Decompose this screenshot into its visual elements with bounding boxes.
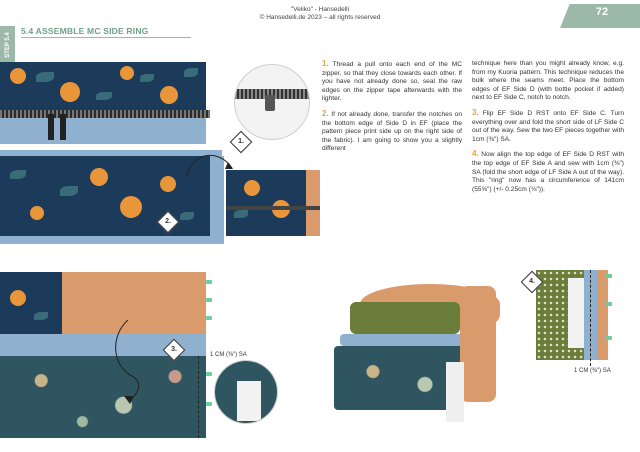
tan-lining-panel (306, 170, 320, 236)
text-column-left (322, 60, 462, 160)
lining-panel (0, 118, 206, 144)
floral-fabric-panel (0, 356, 206, 438)
seam-allowance-label: 1 CM (⅜") SA (574, 368, 611, 374)
figure-5 (512, 262, 640, 392)
outer-fabric-panel (0, 62, 206, 110)
sewing-clip (206, 316, 212, 320)
figure-3 (0, 272, 290, 442)
ring-tan-flap (460, 286, 496, 402)
step-1-paragraph: 1. Thread a pull onto each end of the MC zipper, so that they close towards each other. If you have not already done so, seal the raw edges on the zipper tape afterwards with the lighter. (322, 59, 462, 103)
sewing-clip (206, 298, 212, 302)
zipper-tape (0, 110, 210, 118)
ring-white-lining (446, 362, 464, 422)
section-title: 5.4 ASSEMBLE MC SIDE RING (21, 26, 149, 36)
ring-blue-band (340, 334, 480, 346)
header-copyright: © Hansedelli.de 2023 – all rights reserved (259, 14, 381, 21)
figure-1 (0, 62, 310, 144)
step-badge: 2. (157, 211, 180, 234)
sewing-clip (206, 280, 212, 284)
sewing-clip (206, 402, 212, 406)
white-lining-strip (568, 278, 584, 348)
tan-edge-strip (598, 270, 608, 360)
stitch-line (198, 356, 199, 438)
sewing-clip (606, 336, 612, 340)
outer-fabric-side-c (226, 170, 306, 236)
header-title: "Veliko" - Hansedelli (290, 6, 350, 13)
step-2-paragraph: 2. If not already done, transfer the notches on the bottom edge of Side D in EF (place the pattern piece print side up on the right side of the fabric). I am going to show you a slightly different (322, 108, 462, 153)
zipper-strip (226, 206, 320, 210)
sewing-clip (606, 302, 612, 306)
page-number: 72 (595, 6, 609, 18)
document-header (0, 6, 640, 22)
detail-zoom-circle (234, 64, 310, 140)
step-badge: 3. (163, 339, 186, 362)
seam-allowance-label: 1 CM (⅜") SA (210, 352, 247, 358)
step-badge: 1. (230, 131, 253, 154)
blue-lining-strip (584, 270, 598, 360)
step-2-continued-paragraph: technique here than you might already know, e.g. from my Kuoria pattern. This technique reduces the bulk where the seams meet. Place the bottom edges of EF Side D (with bottle pocket if added) next to EF Side C, notch to notch. (472, 60, 624, 102)
text-column-right (472, 60, 624, 200)
zipper-pull (48, 114, 54, 140)
ring-floral-wall (334, 346, 464, 410)
step-tab-label: STEP 5.4 (5, 32, 11, 58)
step-4-paragraph: 4. Now align the top edge of EF Side D RST with the top edge of EF Side A and sew with 1cm (⅜") SA (fold the short edge of LF Side A out of the way). This "ring" now has a circumference of 141cm (55⅝") (+/- 0.25cm (⅛")). (472, 149, 624, 193)
step-3-paragraph: 3. Flip EF Side D RST onto EF Side C. Turn everything over and fold the short side of LF Side C out of the way. Sew the two EF pieces together with 1cm (⅜") SA. (472, 107, 624, 143)
outer-fabric-side-d (0, 156, 210, 236)
figure-4 (320, 280, 510, 440)
ring-green-wall (350, 302, 460, 334)
lining-strip-bottom (0, 236, 224, 244)
figure-2 (0, 150, 320, 250)
title-underline (21, 37, 191, 38)
fold-arrow-icon (180, 148, 240, 178)
fold-arrow-icon (108, 316, 148, 406)
sewing-clip (206, 372, 212, 376)
stitch-line (590, 270, 591, 366)
outer-fabric-corner (0, 272, 62, 334)
zipper-pull (60, 114, 66, 140)
sewing-clip (606, 274, 612, 278)
step-badge: 4. (521, 271, 544, 294)
detail-zoom-circle (214, 360, 278, 424)
